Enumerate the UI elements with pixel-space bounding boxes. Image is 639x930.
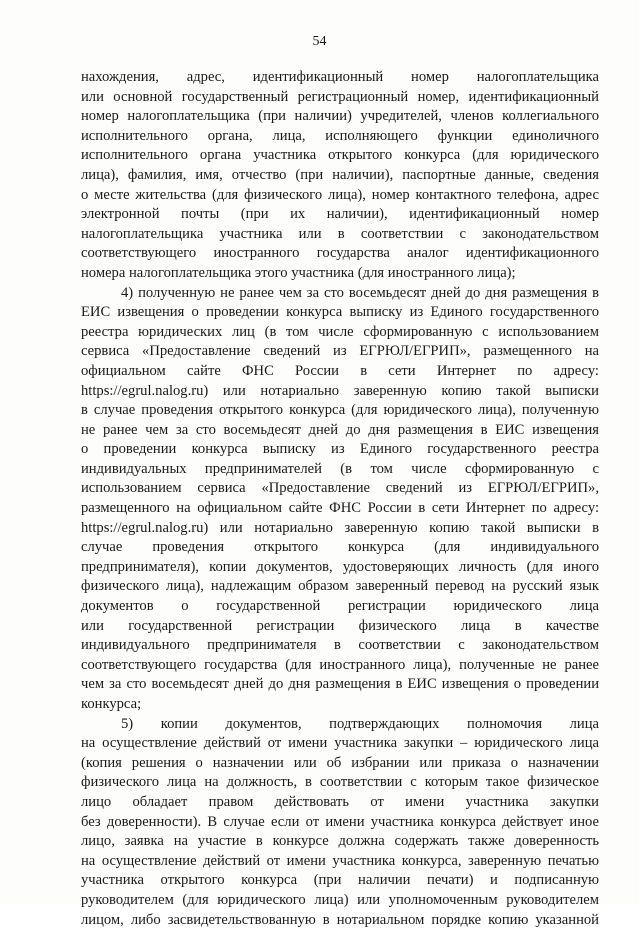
text-line: участника открытого конкурса (при наличии печати) и подписанную: [81, 872, 599, 889]
text-line: исполнительного органа, лица, исполняющего функции единоличного: [81, 127, 599, 144]
text-line: конкурса;: [81, 696, 142, 712]
text-line: (копия решения о назначении или об избрании или приказа о назначении: [81, 754, 599, 771]
text-line: физического лица на должность, в соответствии с которым такое физическое: [81, 774, 599, 791]
text-line: о проведении конкурса выписку из Единого государственного реестра: [81, 441, 599, 458]
text-line: сервиса «Предоставление сведений из ЕГРЮЛ/ЕГРИП», размещенного на: [81, 343, 599, 360]
text-line: или государственной регистрации физического лица в качестве: [81, 617, 599, 634]
text-line: соответствующего государства (для иностранного лица), полученные не ранее: [81, 656, 599, 673]
text-line: https://egrul.nalog.ru) или нотариально заверенную копию такой выписки: [81, 382, 599, 399]
text-line: без доверенности). В случае если от имени участника конкурса действует иное: [81, 813, 599, 830]
text-line: в случае проведения открытого конкурса (для юридического лица), полученную: [81, 402, 599, 419]
text-line: индивидуального предпринимателя в соответствии с законодательством: [81, 637, 599, 654]
text-line: на осуществление действий от имени участника закупки – юридического лица: [81, 735, 599, 752]
text-line: исполнительного органа участника открытого конкурса (для юридического: [81, 147, 599, 164]
text-line: номер налогоплательщика (при наличии) учредителей, членов коллегиального: [81, 108, 599, 125]
text-line: 5) копии документов, подтверждающих полномочия лица: [121, 715, 599, 732]
text-line: 4) полученную не ранее чем за сто восемьдесят дней до дня размещения в: [121, 284, 599, 301]
text-line: не ранее чем за сто восемьдесят дней до дня размещения в ЕИС извещения: [81, 421, 599, 438]
text-line: случае проведения открытого конкурса (для индивидуального: [81, 539, 599, 556]
text-line: номера налогоплательщика этого участника (для иностранного лица);: [81, 264, 516, 281]
document-body: [81, 68, 599, 930]
text-line: о месте жительства (для физического лица), номер контактного телефона, адрес: [81, 186, 599, 203]
text-line: индивидуальных предпринимателей (в том числе сформированную с: [81, 460, 599, 477]
text-line: электронной почты (при их наличии), идентификационный номер: [81, 206, 599, 223]
text-line: размещенного на официальном сайте ФНС России в сети Интернет по адресу:: [81, 500, 599, 517]
text-line: лицо обладает правом действовать от имени участника закупки: [81, 793, 599, 810]
text-line: нахождения, адрес, идентификационный номер налогоплательщика: [81, 69, 599, 85]
text-line: реестра юридических лиц (в том числе сформированную с использованием: [81, 323, 599, 340]
text-line: лицо, заявка на участие в конкурсе должна содержать также доверенность: [81, 833, 599, 850]
text-line: документов о государственной регистрации юридического лица: [81, 598, 599, 615]
text-line: или основной государственный регистрационный номер, идентификационный: [81, 88, 599, 105]
text-line: физического лица), надлежащим образом заверенный перевод на русский язык: [81, 578, 599, 595]
text-line: использованием сервиса «Предоставление сведений из ЕГРЮЛ/ЕГРИП»,: [81, 480, 599, 497]
text-line: лица), фамилия, имя, отчество (при наличии), паспортные данные, сведения: [81, 166, 599, 183]
text-line: на осуществление действий от имени участника конкурса, заверенную печатью: [81, 852, 599, 869]
text-line: https://egrul.nalog.ru) или нотариально заверенную копию такой выписки в: [81, 519, 599, 536]
page-number: 54: [312, 34, 327, 49]
text-line: лицом, либо засвидетельствованную в нотариальном порядке копию указанной: [81, 911, 599, 928]
text-line: официальном сайте ФНС России в сети Интернет по адресу:: [81, 362, 599, 379]
text-line: чем за сто восемьдесят дней до дня размещения в ЕИС извещения о проведении: [81, 676, 599, 693]
text-line: ЕИС извещения о проведении конкурса выписку из Единого государственного: [81, 304, 599, 321]
text-line: предпринимателя), копии документов, удостоверяющих личность (для иного: [81, 558, 599, 575]
text-line: соответствующего иностранного государства аналог идентификационного: [81, 245, 599, 262]
text-line: налогоплательщика участника или в соответствии с законодательством: [81, 225, 599, 242]
text-line: руководителем (для юридического лица) или уполномоченным руководителем: [81, 891, 599, 908]
